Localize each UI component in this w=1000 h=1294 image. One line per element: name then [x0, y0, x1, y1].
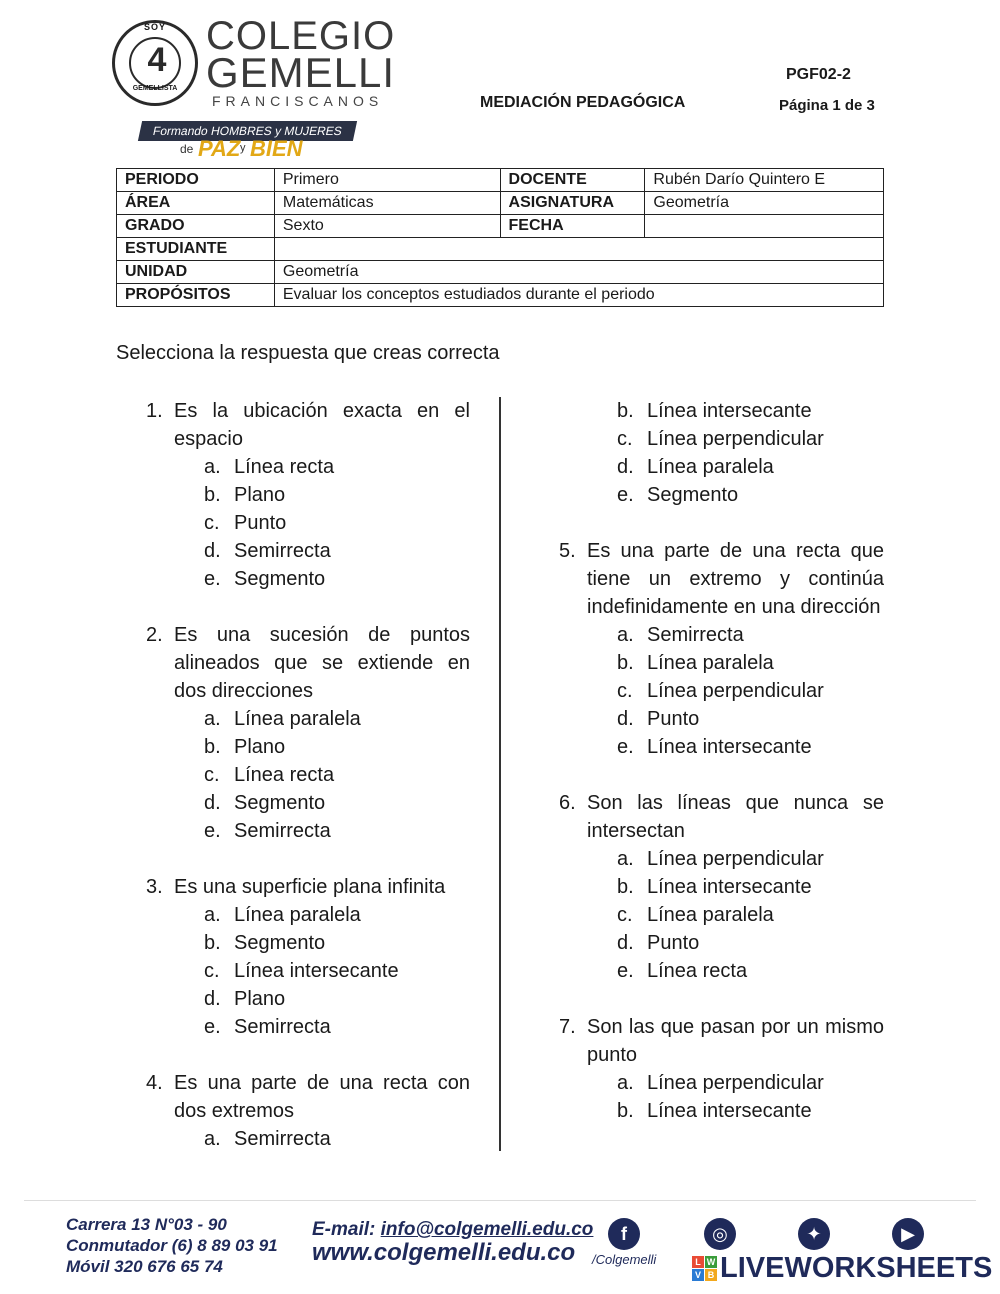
question-1 [146, 397, 470, 453]
question-6 [559, 789, 884, 845]
tagline-ribbon: Formando HOMBRES y MUJERES [138, 121, 357, 141]
question-number: 3. [146, 876, 163, 898]
propositos-value: Evaluar los conceptos estudiados durante el periodo [274, 284, 883, 307]
option-item[interactable]: c. Línea perpendicular [617, 428, 824, 450]
table-row [117, 169, 884, 192]
option-item[interactable]: a. Línea paralela [204, 708, 361, 730]
option-item[interactable]: b. Plano [204, 484, 286, 506]
area-label: ÁREA [117, 192, 275, 215]
footer-phone: Conmutador (6) 8 89 03 91 [66, 1236, 278, 1255]
docente-label: DOCENTE [500, 169, 645, 192]
question-text: Es una sucesión de puntos alineados que se extiende en dos direcciones [174, 624, 470, 702]
option-item[interactable]: c. Línea paralela [617, 904, 774, 926]
twitter-icon[interactable]: ✦ [798, 1218, 830, 1250]
asignatura-value: Geometría [645, 192, 884, 215]
option-item[interactable]: d. Punto [617, 932, 700, 954]
question-3 [146, 873, 470, 901]
question-text: Es una superficie plana infinita [174, 876, 446, 898]
info-table [116, 168, 884, 307]
option-item[interactable]: b. Línea intersecante [617, 1100, 812, 1122]
option-item[interactable]: a. Línea perpendicular [617, 848, 824, 870]
document-title: MEDIACIÓN PEDAGÓGICA [480, 94, 686, 111]
tagline-y: y [240, 142, 246, 154]
estudiante-field[interactable] [274, 238, 883, 261]
youtube-icon[interactable]: ▶ [892, 1218, 924, 1250]
question-7 [559, 1013, 884, 1069]
grado-value: Sexto [274, 215, 500, 238]
question-number: 4. [146, 1072, 163, 1094]
brand-line-1: COLEGIO [206, 14, 396, 58]
option-item[interactable]: c. Punto [204, 512, 287, 534]
question-number: 1. [146, 400, 163, 422]
option-item[interactable]: b. Plano [204, 736, 286, 758]
asignatura-label: ASIGNATURA [500, 192, 645, 215]
periodo-value: Primero [274, 169, 500, 192]
option-item[interactable]: d. Semirrecta [204, 540, 331, 562]
option-item[interactable]: e. Semirrecta [204, 820, 331, 842]
facebook-icon[interactable]: f [608, 1218, 640, 1250]
option-item[interactable]: c. Línea recta [204, 764, 335, 786]
question-number: 5. [559, 540, 576, 562]
right-column [559, 397, 884, 1125]
tagline-de: de [180, 142, 194, 156]
fecha-label: FECHA [500, 215, 645, 238]
instructions: Selecciona la respuesta que creas correcta [116, 342, 500, 364]
option-item[interactable]: d. Punto [617, 708, 700, 730]
seal-bottom-text: GEMELLISTA [132, 85, 178, 92]
brand-line-2: GEMELLI [206, 49, 396, 96]
unidad-value: Geometría [274, 261, 883, 284]
option-item[interactable]: b. Línea intersecante [617, 876, 812, 898]
tagline-paz: PAZ [198, 136, 241, 161]
question-5 [559, 537, 884, 621]
estudiante-label: ESTUDIANTE [117, 238, 275, 261]
footer-rule [24, 1200, 976, 1201]
unidad-label: UNIDAD [117, 261, 275, 284]
instagram-icon[interactable]: ◎ [704, 1218, 736, 1250]
question-text: Es la ubicación exacta en el espacio [174, 400, 470, 450]
table-row [117, 261, 884, 284]
tagline-bien: BIEN [250, 136, 303, 161]
table-row [117, 215, 884, 238]
option-item[interactable]: c. Línea perpendicular [617, 680, 824, 702]
left-column [146, 397, 470, 1153]
area-value: Matemáticas [274, 192, 500, 215]
liveworksheets-logo-icon: L W V B [692, 1256, 718, 1282]
option-item[interactable]: b. Línea intersecante [617, 400, 812, 422]
periodo-label: PERIODO [117, 169, 275, 192]
document-code: PGF02-2 [786, 66, 851, 83]
table-row [117, 284, 884, 307]
email-link[interactable]: info@colgemelli.edu.co [380, 1219, 594, 1240]
fecha-field[interactable] [645, 215, 884, 238]
question-text: Son las líneas que nunca se intersectan [587, 792, 884, 842]
option-item[interactable]: d. Plano [204, 988, 286, 1010]
column-divider [499, 397, 501, 1151]
footer-mobile: Móvil 320 676 65 74 [66, 1257, 223, 1276]
table-row [117, 192, 884, 215]
question-text: Es una parte de una recta con dos extremos [174, 1072, 470, 1122]
propositos-label: PROPÓSITOS [117, 284, 275, 307]
option-item[interactable]: e. Línea intersecante [617, 736, 812, 758]
grado-label: GRADO [117, 215, 275, 238]
facebook-handle: /Colgemelli [592, 1252, 657, 1267]
question-number: 6. [559, 792, 576, 814]
option-item[interactable]: e. Línea recta [617, 960, 748, 982]
option-item[interactable]: a. Línea perpendicular [617, 1072, 824, 1094]
option-item[interactable]: e. Semirrecta [204, 1016, 331, 1038]
question-2 [146, 621, 470, 705]
option-item[interactable]: a. Línea recta [204, 456, 335, 478]
option-item[interactable]: e. Segmento [204, 568, 326, 590]
liveworksheets-watermark: LIVEWORKSHEETS [720, 1252, 993, 1284]
question-number: 7. [559, 1016, 576, 1038]
option-item[interactable]: a. Semirrecta [204, 1128, 331, 1150]
brand-line-3: FRANCISCANOS [212, 93, 384, 109]
footer-email: E-mail: info@colgemelli.edu.co [312, 1219, 594, 1240]
option-item[interactable]: a. Línea paralela [204, 904, 361, 926]
question-text: Es una parte de una recta que tiene un extremo y continúa indefinidamente en una dirección [587, 540, 884, 618]
footer-website[interactable]: www.colgemelli.edu.co [312, 1239, 576, 1266]
seal-number: 4 [147, 41, 167, 79]
seal-inner-ring [129, 37, 181, 89]
page-indicator: Página 1 de 3 [779, 97, 875, 114]
table-row [117, 238, 884, 261]
footer-address: Carrera 13 N°03 - 90 [66, 1215, 227, 1234]
option-item[interactable]: c. Línea intersecante [204, 960, 399, 982]
school-seal [112, 20, 198, 106]
option-item[interactable]: b. Segmento [204, 932, 326, 954]
option-item[interactable]: e. Segmento [617, 484, 739, 506]
question-4 [146, 1069, 470, 1125]
question-text: Son las que pasan por un mismo punto [587, 1016, 884, 1066]
option-item[interactable]: d. Línea paralela [617, 456, 774, 478]
question-number: 2. [146, 624, 163, 646]
option-item[interactable]: b. Línea paralela [617, 652, 774, 674]
option-item[interactable]: d. Segmento [204, 792, 326, 814]
seal-top-text: SOY [143, 22, 166, 32]
footer-address-block [66, 1214, 278, 1277]
docente-value: Rubén Darío Quintero E [645, 169, 884, 192]
option-item[interactable]: a. Semirrecta [617, 624, 744, 646]
